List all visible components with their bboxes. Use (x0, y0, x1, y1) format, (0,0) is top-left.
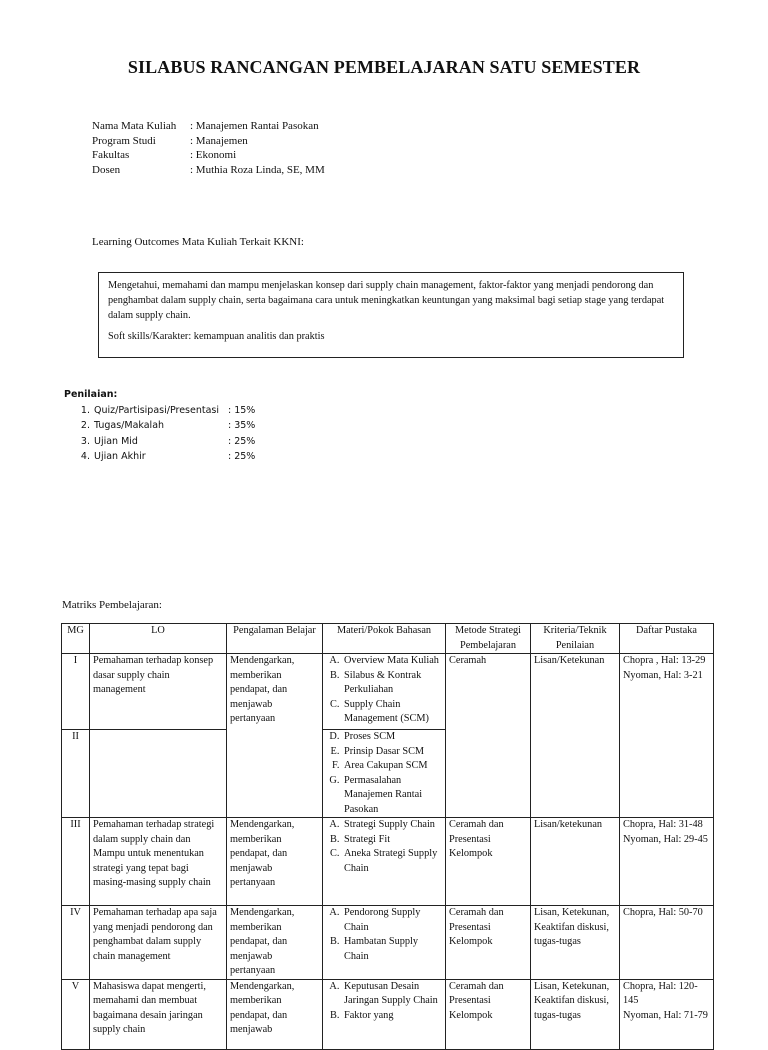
info-label: Dosen (92, 163, 121, 176)
table-row (62, 818, 714, 906)
pustaka-cell (620, 654, 714, 818)
lo-cell: Mahasiswa dapat mengerti, memahami dan membuat bagaimana desain jaringan supply chain (90, 979, 227, 1049)
info-value: : Manajemen (190, 134, 248, 147)
penilaian-item (64, 449, 255, 465)
materi-list (326, 730, 442, 817)
mg-cell: V (62, 979, 90, 1049)
list-item: B. Hambatan Supply Chain (342, 935, 442, 964)
info-value: : Muthia Roza Linda, SE, MM (190, 163, 325, 176)
kriteria-cell: Lisan, Ketekunan, Keaktifan diskusi, tugas-tugas (531, 906, 620, 980)
matriks-table (61, 623, 714, 1050)
list-item: G. Permasalahan Manajemen Rantai Pasokan (342, 774, 442, 818)
list-item: D. Proses SCM (342, 730, 442, 745)
list-item: A. Keputusan Desain Jaringan Supply Chain (342, 980, 442, 1009)
info-row-program (92, 134, 325, 149)
pustaka-line: Chopra, Hal: 31-48 (623, 819, 703, 830)
penilaian-item (64, 403, 255, 419)
header-cell: Daftar Pustaka (620, 624, 714, 654)
kriteria-cell: Lisan, Ketekunan, Keaktifan diskusi, tugas-tugas (531, 979, 620, 1049)
list-item: E. Prinsip Dasar SCM (342, 745, 442, 760)
pustaka-cell (620, 906, 714, 980)
table-row (62, 654, 714, 730)
table-row (62, 906, 714, 980)
table-row (62, 979, 714, 1049)
list-item: F. Area Cakupan SCM (342, 759, 442, 774)
mg-cell: IV (62, 906, 90, 980)
penilaian-item-name: Quiz/Partisipasi/Presentasi (94, 404, 220, 416)
lo-cell: Pemahaman terhadap strategi dalam supply chain dan Mampu untuk menentukan strategi yang tepat bagi masing-masing supply chain (90, 818, 227, 906)
materi-list (326, 906, 442, 964)
lo-cell (90, 730, 227, 818)
penilaian-item-name: Ujian Akhir (94, 451, 146, 462)
course-info (92, 119, 325, 177)
pengalaman-cell: Mendengarkan, memberikan pendapat, dan menjawab pertanyaan (227, 654, 323, 818)
info-value: : Manajemen Rantai Pasokan (190, 120, 319, 132)
learning-outcomes-box (98, 272, 684, 358)
info-label: Program Studi (92, 134, 156, 147)
list-item: A. Strategi Supply Chain (342, 818, 442, 833)
materi-cell (323, 906, 446, 980)
lo-cell: Pemahaman terhadap apa saja yang menjadi pendorong dan penghambat dalam supply chain management (90, 906, 227, 980)
list-item: B. Faktor yang (342, 1009, 442, 1024)
header-cell: Metode Strategi Pembelajaran (446, 624, 531, 654)
kriteria-cell: Lisan/Ketekunan (531, 654, 620, 818)
pustaka-line: Chopra, Hal: 50-70 (623, 907, 703, 918)
pustaka-line: Chopra , Hal: 13-29 (623, 655, 706, 666)
penilaian-heading: Penilaian: (64, 389, 118, 400)
pustaka-line: Chopra, Hal: 120-145 (623, 980, 698, 1006)
list-item: B. Strategi Fit (342, 833, 442, 848)
kriteria-cell: Lisan/ketekunan (531, 818, 620, 906)
mg-cell: III (62, 818, 90, 906)
list-item: A. Overview Mata Kuliah (342, 654, 442, 669)
header-cell: MG (62, 624, 90, 654)
mg-cell: II (62, 730, 90, 818)
penilaian-item-value: : 15% (228, 404, 256, 416)
mg-cell: I (62, 654, 90, 730)
pengalaman-cell: Mendengarkan, memberikan pendapat, dan menjawab pertanyaan (227, 906, 323, 980)
penilaian-item-name: Ujian Mid (94, 435, 138, 447)
materi-cell (323, 730, 446, 818)
matriks-label: Matriks Pembelajaran: (62, 599, 162, 611)
materi-list (326, 980, 442, 1024)
materi-cell (323, 979, 446, 1049)
pustaka-line: Nyoman, Hal: 71-79 (623, 1009, 708, 1021)
penilaian-item-number: 4. (80, 451, 90, 462)
pustaka-line: Nyoman, Hal: 29-45 (623, 833, 708, 845)
header-cell: Pengalaman Belajar (227, 624, 323, 654)
penilaian-item-value: : 25% (228, 451, 256, 462)
penilaian-item-number: 3. (80, 435, 90, 447)
pengalaman-cell: Mendengarkan, memberikan pendapat, dan menjawab (227, 979, 323, 1049)
penilaian-item-value: : 35% (228, 420, 256, 431)
learning-outcomes-text: Mengetahui, memahami dan mampu menjelaskan konsep dari supply chain management, faktor-faktor yang menjadi pendorong dan penghambat dalam supply chain, serta bagaimana cara untuk meningkatkan keuntungan yang maksimal bagi setiap stage yang terdapat dalam supply chain. (108, 280, 665, 321)
list-item: B. Silabus & Kontrak Perkuliahan (342, 669, 442, 698)
info-row-faculty (92, 148, 325, 163)
metode-cell: Ceramah dan Presentasi Kelompok (446, 906, 531, 980)
pengalaman-cell: Mendengarkan, memberikan pendapat, dan menjawab pertanyaan (227, 818, 323, 906)
pustaka-cell (620, 979, 714, 1049)
table-header-row (62, 624, 714, 654)
materi-list (326, 654, 442, 727)
penilaian-item (64, 434, 255, 450)
penilaian-section (64, 387, 255, 465)
materi-cell (323, 818, 446, 906)
info-value: : Ekonomi (190, 149, 237, 161)
learning-outcomes-label: Learning Outcomes Mata Kuliah Terkait KKNI: (92, 236, 304, 248)
page-title: SILABUS RANCANGAN PEMBELAJARAN SATU SEMESTER (127, 57, 641, 77)
lo-cell: Pemahaman terhadap konsep dasar supply chain management (90, 654, 227, 730)
info-label: Fakultas (92, 149, 130, 161)
metode-cell: Ceramah (446, 654, 531, 818)
info-label: Nama Mata Kuliah (92, 120, 177, 132)
header-cell: LO (90, 624, 227, 654)
penilaian-item-number: 2. (80, 420, 90, 431)
list-item: C. Supply Chain Management (SCM) (342, 698, 442, 727)
header-cell: Materi/Pokok Bahasan (323, 624, 446, 654)
list-item: C. Aneka Strategi Supply Chain (342, 847, 442, 876)
info-row-course (92, 119, 325, 134)
soft-skills-text: Soft skills/Karakter: kemampuan analitis dan praktis (108, 331, 325, 342)
header-cell: Kriteria/Teknik Penilaian (531, 624, 620, 654)
metode-cell: Ceramah dan Presentasi Kelompok (446, 979, 531, 1049)
penilaian-item-value: : 25% (228, 435, 256, 447)
penilaian-item-number: 1. (80, 404, 90, 416)
list-item: A. Pendorong Supply Chain (342, 906, 442, 935)
pustaka-line: Nyoman, Hal: 3-21 (623, 669, 703, 681)
pustaka-cell (620, 818, 714, 906)
materi-list (326, 818, 442, 876)
materi-cell (323, 654, 446, 730)
metode-cell: Ceramah dan Presentasi Kelompok (446, 818, 531, 906)
penilaian-item (64, 418, 255, 434)
info-row-lecturer (92, 163, 325, 178)
penilaian-item-name: Tugas/Makalah (94, 420, 165, 431)
